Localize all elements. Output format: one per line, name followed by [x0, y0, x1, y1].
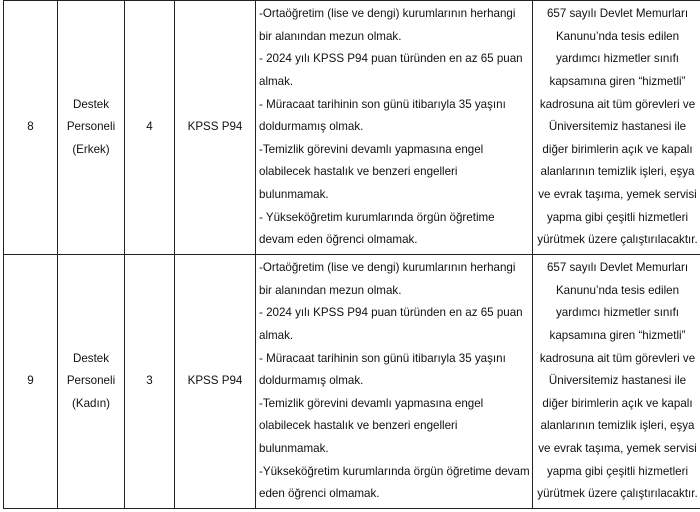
- requirement-item: -Temizlik görevini devamlı yapmasına engel olabilecek hastalık ve benzeri engelleri bulunmamak.: [259, 142, 484, 201]
- position-title: [58, 1, 125, 255]
- table-row: [4, 1, 700, 255]
- position-title-line: (Erkek): [72, 142, 110, 156]
- requirement-item: -Ortaöğretim (lise ve dengi) kurumlarının herhangi bir alanından mezun olmak.: [259, 261, 516, 297]
- requirement-item: - Müracaat tarihinin son günü itibarıyla 35 yaşını doldurmamış olmak.: [259, 351, 506, 388]
- positions-table: [3, 0, 700, 509]
- position-count: 4: [125, 1, 175, 255]
- requirement-item: - Müracaat tarihinin son günü itibarıyla 35 yaşını doldurmamış olmak.: [259, 97, 506, 134]
- row-number: 8: [4, 1, 58, 255]
- requirement-item: -Ortaöğretim (lise ve dengi) kurumlarının herhangi bir alanından mezun olmak.: [259, 7, 516, 43]
- position-title-line: (Kadın): [71, 396, 111, 410]
- position-title-line: Personeli: [66, 374, 116, 388]
- score-type: KPSS P94: [175, 1, 256, 255]
- job-description: 657 sayılı Devlet Memurları Kanunu’nda tesis edilen yardımcı hizmetler sınıfı kapsamına giren “hizmetli” kadrosuna ait tüm görevleri ve Üniversitemiz hastanesi ile diğer birimlerin açık ve kapalı alanlarının temizlik işleri, eşya ve evrak taşıma, yemek servisi yapma gibi çeşitli hizmetleri yürütmek üzere çalıştırılacaktır.: [533, 1, 700, 255]
- position-title: [58, 255, 125, 509]
- position-count: 3: [125, 255, 175, 509]
- position-title-line: Destek: [72, 97, 110, 111]
- row-number: 9: [4, 255, 58, 509]
- requirement-item: -Temizlik görevini devamlı yapmasına engel olabilecek hastalık ve benzeri engelleri bulunmamak.: [259, 396, 484, 455]
- requirement-item: - 2024 yılı KPSS P94 puan türünden en az 65 puan almak.: [259, 306, 523, 343]
- requirement-item: -Yükseköğretim kurumlarında örgün öğretime devam eden öğrenci olmamak.: [259, 464, 530, 501]
- score-type: KPSS P94: [175, 255, 256, 509]
- requirement-item: - 2024 yılı KPSS P94 puan türünden en az 65 puan almak.: [259, 52, 523, 89]
- position-title-line: Personeli: [66, 120, 116, 134]
- table-row: [4, 255, 700, 509]
- requirements-cell: [256, 255, 533, 509]
- job-description: 657 sayılı Devlet Memurları Kanunu’nda tesis edilen yardımcı hizmetler sınıfı kapsamına giren “hizmetli” kadrosuna ait tüm görevleri ve Üniversitemiz hastanesi ile diğer birimlerin açık ve kapalı alanlarının temizlik işleri, eşya ve evrak taşıma, yemek servisi yapma gibi çeşitli hizmetleri yürütmek üzere çalıştırılacaktır.: [533, 255, 700, 509]
- requirements-cell: [256, 1, 533, 255]
- requirement-item: - Yükseköğretim kurumlarında örgün öğretime devam eden öğrenci olmamak.: [259, 210, 495, 247]
- position-title-line: Destek: [72, 351, 110, 365]
